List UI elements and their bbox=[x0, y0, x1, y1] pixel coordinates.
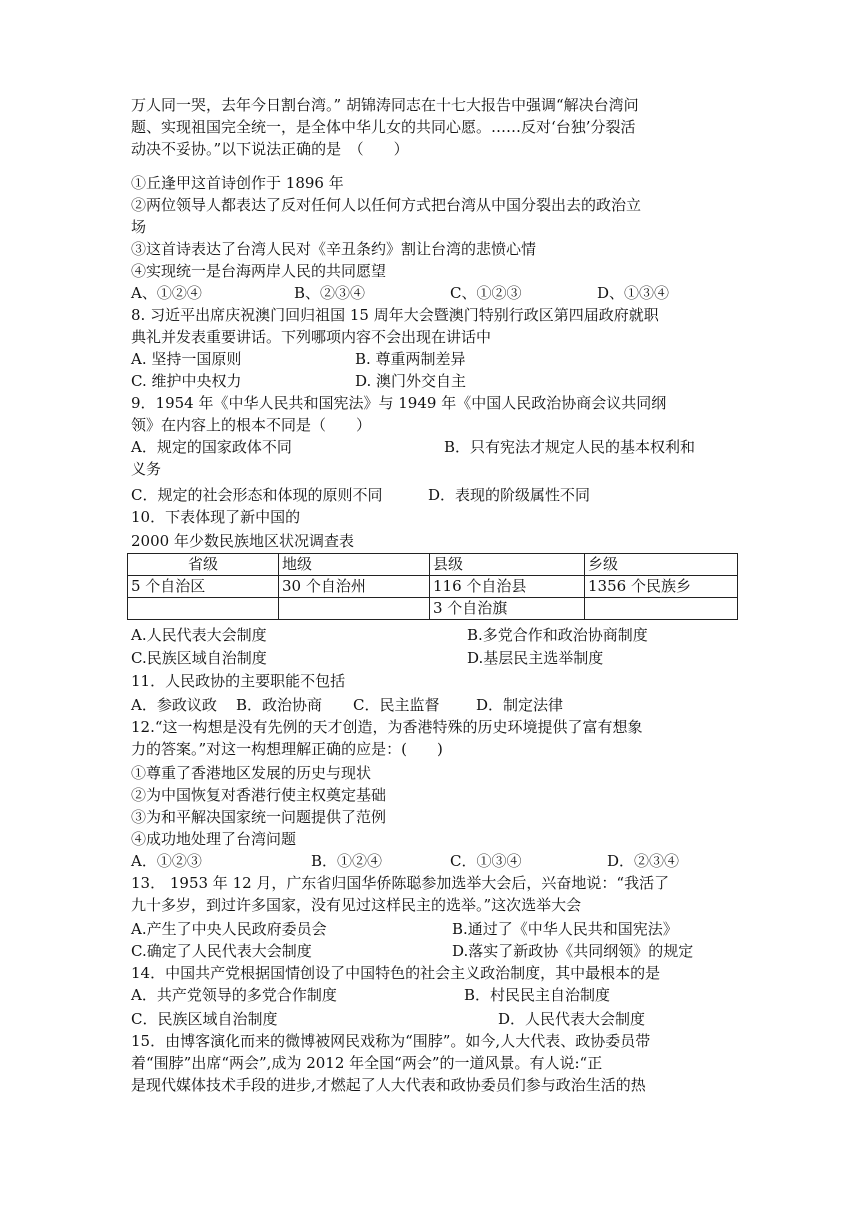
table-cell: 5 个自治区 bbox=[128, 576, 279, 598]
q8-line-2: 典礼并发表重要讲话。下列哪项内容不会出现在讲话中 bbox=[131, 328, 492, 346]
table-header: 乡级 bbox=[585, 554, 738, 576]
table-cell: 30 个自治州 bbox=[279, 576, 430, 598]
survey-table bbox=[127, 553, 738, 620]
q8-option-a: A. 坚持一国原则 bbox=[131, 350, 242, 368]
q7-option-a: A、①②④ bbox=[131, 284, 202, 302]
q13-option-d: D.落实了新政协《共同纲领》的规定 bbox=[452, 942, 694, 960]
table-cell bbox=[585, 598, 738, 620]
q7-option-d: D、①③④ bbox=[597, 284, 670, 302]
q10-table-title: 2000 年少数民族地区状况调查表 bbox=[131, 532, 354, 550]
q9-option-a: A．规定的国家政体不同 bbox=[131, 438, 292, 456]
q9-option-b-cont: 义务 bbox=[131, 460, 162, 478]
table-header: 省级 bbox=[128, 554, 279, 576]
q8-option-d: D. 澳门外交自主 bbox=[355, 372, 467, 390]
q12-option-d: D．②③④ bbox=[607, 852, 680, 870]
q15-line-2: 着“围脖”出席“两会”,成为 2012 年全国“两会”的一道风景。有人说:“正 bbox=[131, 1054, 603, 1072]
q13-option-c: C.确定了人民代表大会制度 bbox=[131, 942, 312, 960]
q7-statement-2: ②两位领导人都表达了反对任何人以任何方式把台湾从中国分裂出去的政治立 bbox=[131, 196, 642, 214]
q11-option-b: B．政治协商 bbox=[236, 696, 323, 714]
q9-option-d: D．表现的阶级属性不同 bbox=[428, 486, 591, 504]
q7-statement-3: ③这首诗表达了台湾人民对《辛丑条约》割让台湾的悲愤心情 bbox=[131, 240, 537, 258]
q14-option-b: B．村民民主自治制度 bbox=[464, 986, 611, 1004]
q12-option-c: C．①③④ bbox=[450, 852, 522, 870]
table-cell: 3 个自治旗 bbox=[430, 598, 585, 620]
q11-option-d: D．制定法律 bbox=[476, 696, 564, 714]
q12-statement-2: ②为中国恢复对香港行使主权奠定基础 bbox=[131, 786, 387, 804]
q10-line-1: 10．下表体现了新中国的 bbox=[131, 508, 301, 526]
q14-line-1: 14．中国共产党根据国情创设了中国特色的社会主义政治制度，其中最根本的是 bbox=[131, 964, 661, 982]
q12-statement-1: ①尊重了香港地区发展的历史与现状 bbox=[131, 764, 372, 782]
q15-line-1: 15．由博客演化而来的微博被网民戏称为“围脖”。如今,人大代表、政协委员带 bbox=[131, 1032, 651, 1050]
q12-statement-3: ③为和平解决国家统一问题提供了范例 bbox=[131, 808, 387, 826]
q15-line-3: 是现代媒体技术手段的进步,才燃起了人大代表和政协委员们参与政治生活的热 bbox=[131, 1076, 646, 1094]
intro-line-2: 题、实现祖国完全统一，是全体中华儿女的共同心愿。……反对‘台独’分裂活 bbox=[131, 118, 636, 136]
q12-line-2: 力的答案。”对这一构想理解正确的应是：( ) bbox=[131, 740, 443, 758]
q7-option-c: C、①②③ bbox=[450, 284, 522, 302]
q7-statement-2-cont: 场 bbox=[131, 218, 147, 236]
q9-option-b: B．只有宪法才规定人民的基本权利和 bbox=[444, 438, 696, 456]
table-cell bbox=[279, 598, 430, 620]
intro-line-1: 万人同一哭，去年今日割台湾。” 胡锦涛同志在十七大报告中强调“解决台湾问 bbox=[131, 96, 639, 114]
table-cell bbox=[128, 598, 279, 620]
q11-line-1: 11．人民政协的主要职能不包括 bbox=[131, 672, 346, 690]
q12-option-b: B．①②④ bbox=[311, 852, 383, 870]
q10-option-b: B.多党合作和政治协商制度 bbox=[467, 626, 648, 644]
q14-option-c: C．民族区域自治制度 bbox=[131, 1010, 278, 1028]
table-header: 县级 bbox=[430, 554, 585, 576]
table-row bbox=[128, 598, 738, 620]
table-row bbox=[128, 576, 738, 598]
q10-option-a: A.人民代表大会制度 bbox=[131, 626, 267, 644]
q8-option-c: C. 维护中央权力 bbox=[131, 372, 242, 390]
q11-option-a: A．参政议政 bbox=[131, 696, 217, 714]
q8-option-b: B. 尊重两制差异 bbox=[355, 350, 466, 368]
q11-option-c: C．民主监督 bbox=[353, 696, 440, 714]
q9-option-c: C．规定的社会形态和体现的原则不同 bbox=[131, 486, 383, 504]
q10-option-c: C.民族区域自治制度 bbox=[131, 649, 267, 667]
q12-line-1: 12.“这一构想是没有先例的天才创造，为香港特殊的历史环境提供了富有想象 bbox=[131, 718, 643, 736]
table-cell: 1356 个民族乡 bbox=[585, 576, 738, 598]
intro-line-3: 动决不妥协。”以下说法正确的是 （ ） bbox=[131, 140, 409, 158]
q12-statement-4: ④成功地处理了台湾问题 bbox=[131, 830, 297, 848]
table-cell: 116 个自治县 bbox=[430, 576, 585, 598]
q9-line-1: 9．1954 年《中华人民共和国宪法》与 1949 年《中国人民政治协商会议共同纲 bbox=[131, 394, 667, 412]
q14-option-d: D．人民代表大会制度 bbox=[498, 1010, 646, 1028]
q8-line-1: 8. 习近平出席庆祝澳门回归祖国 15 周年大会暨澳门特别行政区第四届政府就职 bbox=[131, 306, 659, 324]
q10-option-d: D.基层民主选举制度 bbox=[467, 649, 604, 667]
q7-statement-1: ①丘逢甲这首诗创作于 1896 年 bbox=[131, 174, 344, 192]
q13-line-1: 13． 1953 年 12 月，广东省归国华侨陈聪参加选举大会后，兴奋地说：“我活了 bbox=[131, 874, 670, 892]
q13-option-a: A.产生了中央人民政府委员会 bbox=[131, 920, 327, 938]
q12-option-a: A．①②③ bbox=[131, 852, 202, 870]
q9-line-2: 领》在内容上的根本不同是（ ） bbox=[131, 416, 372, 434]
q13-line-2: 九十多岁，到过许多国家，没有见过这样民主的选举。”这次选举大会 bbox=[131, 896, 582, 914]
table-header-row bbox=[128, 554, 738, 576]
table-header: 地级 bbox=[279, 554, 430, 576]
q14-option-a: A．共产党领导的多党合作制度 bbox=[131, 986, 337, 1004]
q13-option-b: B.通过了《中华人民共和国宪法》 bbox=[452, 920, 678, 938]
q7-option-b: B、②③④ bbox=[294, 284, 366, 302]
q7-statement-4: ④实现统一是台海两岸人民的共同愿望 bbox=[131, 262, 387, 280]
